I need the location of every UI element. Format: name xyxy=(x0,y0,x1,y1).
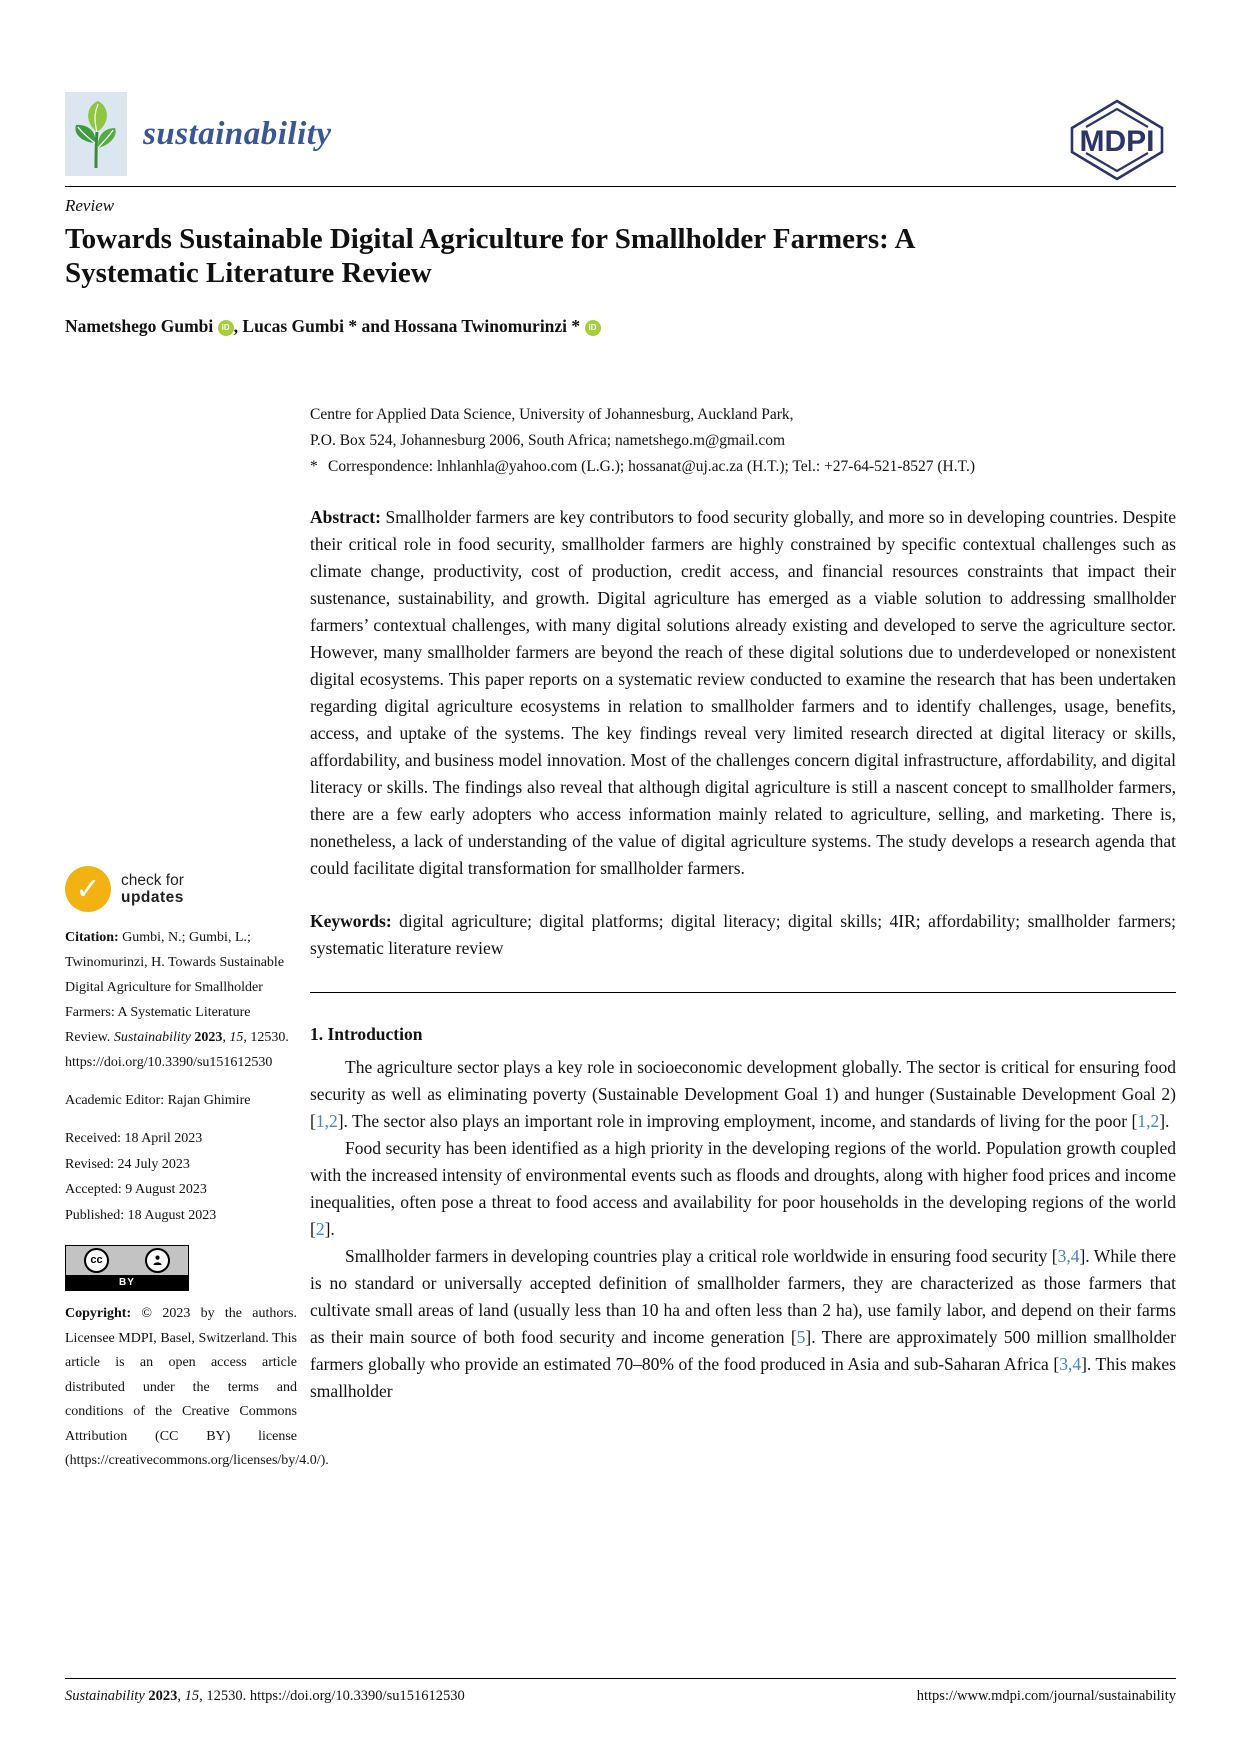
check-for-updates-badge[interactable] xyxy=(65,866,297,912)
correspondence-text: Correspondence: lnhlanhla@yahoo.com (L.G.); hossanat@uj.ac.za (H.T.); Tel.: +27-64-521-8527 (H.T.) xyxy=(328,458,975,475)
affiliation-block xyxy=(310,402,1176,480)
keywords-label: Keywords: xyxy=(310,911,392,931)
footer-citation: Sustainability 2023, 15, 12530. https://doi.org/10.3390/su151612530 xyxy=(65,1688,465,1704)
intro-paragraph: The agriculture sector plays a key role in socioeconomic development globally. The sector is critical for ensuring food security as well as eliminating poverty (Sustainable Development Goal 1) and hunger (Sustainable Development Goal 2) [1,2]. The sector also plays an important role in improving employment, income, and standards of living for the poor [1,2]. xyxy=(310,1057,1176,1131)
abstract-divider xyxy=(310,992,1176,993)
page-footer xyxy=(65,1678,1176,1705)
reference-link[interactable]: 3,4 xyxy=(1059,1354,1082,1374)
affiliation-line: P.O. Box 524, Johannesburg 2006, South Africa; nametshego.m@gmail.com xyxy=(310,432,786,449)
checkmark-icon: ✓ xyxy=(65,866,111,912)
copyright-notice: Copyright: © 2023 by the authors. Licensee MDPI, Basel, Switzerland. This article is an open access article distributed under the terms and conditions of the Creative Commons Attribution (CC BY) license (https://creativecommons.org/licenses/by/4.0/). xyxy=(65,1306,329,1468)
affiliation-line: Centre for Applied Data Science, University of Johannesburg, Auckland Park, xyxy=(310,406,794,423)
footer-divider xyxy=(65,1678,1176,1679)
received-date: Received: 18 April 2023 xyxy=(65,1131,203,1146)
cc-by-license-badge[interactable] xyxy=(65,1245,189,1291)
reference-link[interactable]: 2 xyxy=(315,1219,325,1239)
person-icon xyxy=(145,1248,170,1273)
article-body xyxy=(310,402,1176,1405)
author-names: Nametshego Gumbi xyxy=(65,316,214,336)
article-title: Towards Sustainable Digital Agriculture for Smallholder Farmers: A Systematic Literature Review xyxy=(65,223,914,289)
revised-date: Revised: 24 July 2023 xyxy=(65,1156,190,1172)
correspondence-line: * Correspondence: lnhlanhla@yahoo.com (L.G.); hossanat@uj.ac.za (H.T.); Tel.: +27-64-521-8527 (H.T.) xyxy=(310,454,1176,480)
article-type: Review xyxy=(65,196,115,215)
footer-journal-url[interactable]: https://www.mdpi.com/journal/sustainability xyxy=(916,1688,1176,1704)
footer-doi-link[interactable]: , 12530. https://doi.org/10.3390/su151612530 xyxy=(199,1688,465,1704)
published-date: Published: 18 August 2023 xyxy=(65,1207,217,1223)
reference-link[interactable]: 3,4 xyxy=(1057,1246,1080,1266)
journal-name: sustainability xyxy=(143,115,332,152)
reference-link[interactable]: 1,2 xyxy=(1137,1111,1160,1131)
article-meta-sidebar xyxy=(65,866,329,1474)
intro-paragraph: Food security has been identified as a high priority in the developing regions of the world. Population growth coupled with the increased intensity of environmental events such as floods and droughts, along with higher food prices and income inequalities, often pose a threat to food access and availability for poor households in the developing regions of the world [2]. xyxy=(310,1138,1176,1239)
keywords-text: digital agriculture; digital platforms; digital literacy; digital skills; 4IR; affordability; smallholder farmers; systematic literature review xyxy=(310,911,1176,958)
reference-link[interactable]: 1,2 xyxy=(315,1111,338,1131)
academic-editor: Academic Editor: Rajan Ghimire xyxy=(65,1093,251,1108)
cc-by-label: BY xyxy=(66,1275,188,1290)
citation-doi-link[interactable]: , 12530. https://doi.org/10.3390/su151612530 xyxy=(65,1030,289,1070)
author-names: , Lucas Gumbi * and Hossana Twinomurinzi * xyxy=(233,316,581,336)
history-dates xyxy=(65,1126,297,1228)
journal-header xyxy=(65,92,1176,187)
abstract-text: Smallholder farmers are key contributors to food security globally, and more so in developing countries. Despite their critical role in food security, smallholder farmers are highly constrained by specific contextual challenges such as climate change, productivity, cost of production, credit access, and financial resources constraints that impact their sustenance, sustainability, and growth. Digital agriculture has emerged as a viable solution to addressing smallholder farmers’ contextual challenges, with many digital solutions already existing and developed to serve the agriculture sector. However, many smallholder farmers are beyond the reach of these digital solutions due to underdeveloped or nonexistent digital ecosystems. This paper reports on a systematic review conducted to examine the research that has been undertaken regarding digital agriculture ecosystems in relation to smallholder farmers and to identify challenges, usage, benefits, access, and uptake of the systems. The key findings reveal very limited research directed at digital literacy or skills, affordability, and business model innovation. Most of the challenges concern digital infrastructure, affordability, and digital literacy or skills. The findings also reveal that although digital agriculture is still a nascent concept to smallholder farmers, there are a few early adopters who access information mainly related to agriculture, selling, and marketing. There is, nonetheless, a lack of understanding of the value of digital agriculture systems. The study develops a research agenda that could facilitate digital transformation for smallholder farmers. xyxy=(310,507,1177,878)
orcid-icon[interactable]: iD xyxy=(585,320,601,336)
section-heading-introduction: 1. Introduction xyxy=(310,1024,423,1044)
header-divider xyxy=(65,186,1176,187)
cc-icon: cc xyxy=(84,1248,109,1273)
sustainability-plant-icon xyxy=(65,92,127,176)
reference-link[interactable]: 5 xyxy=(796,1327,806,1347)
citation-block: Citation: Gumbi, N.; Gumbi, L.; Twinomurinzi, H. Towards Sustainable Digital Agriculture for Smallholder Farmers: A Systematic Literature Review. Sustainability 2023, 15, 12530. https://doi.org/10.3390/su151612530 xyxy=(65,930,289,1070)
author-line xyxy=(65,316,601,337)
orcid-icon[interactable]: iD xyxy=(218,320,234,336)
accepted-date: Accepted: 9 August 2023 xyxy=(65,1182,207,1197)
abstract xyxy=(310,504,1176,882)
abstract-label: Abstract: xyxy=(310,507,381,527)
svg-text:MDPI: MDPI xyxy=(1079,125,1155,158)
journal-logo[interactable] xyxy=(65,92,332,176)
keywords xyxy=(310,908,1176,962)
mdpi-logo[interactable] xyxy=(1058,98,1176,187)
check-for-updates-label: check for updates xyxy=(121,872,184,906)
intro-paragraph: Smallholder farmers in developing countries play a critical role worldwide in ensuring food security [3,4]. While there is no standard or universally accepted definition of smallholder farmers, they are characterized as those farmers that cultivate small areas of land (usually less than 10 ha and often less than 2 ha), use family labor, and depend on their farms as their main source of both food security and income generation [5]. There are approximately 500 million smallholder farmers globally who provide an estimated 70–80% of the food produced in Asia and sub-Saharan Africa [3,4]. This makes smallholder xyxy=(310,1246,1176,1401)
